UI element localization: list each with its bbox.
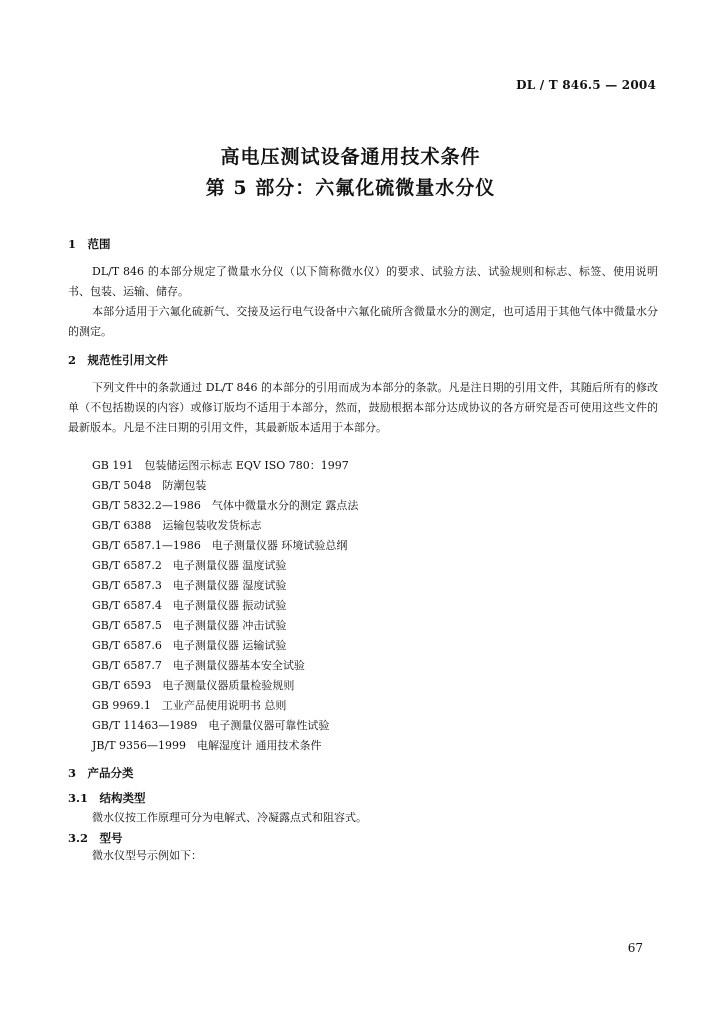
reference-item: GB/T 6587.1—1986 电子测量仪器 环境试验总纲 — [92, 539, 348, 552]
reference-item: GB/T 6587.3 电子测量仪器 湿度试验 — [92, 579, 287, 592]
reference-item: GB/T 5832.2—1986 气体中微量水分的测定 露点法 — [92, 499, 359, 512]
section-3-2-heading: 3.2 型号 — [68, 831, 123, 845]
reference-item: GB/T 6587.7 电子测量仪器基本安全试验 — [92, 659, 305, 672]
section-2-heading: 2 规范性引用文件 — [68, 353, 169, 367]
section-2-para: 下列文件中的条款通过 DL/T 846 的本部分的引用而成为本部分的条款。凡是注日期的引用文件，其随后所有的修改单（不包括勘误的内容）或修订版均不适用于本部分，然而，鼓励根据本部分达成协议的各方研究是否可使用这些文件的最新版本。凡是不注日期的引用文件，其最新版本适用于本部分。 — [68, 381, 658, 434]
section-3-2-text: 微水仪型号示例如下： — [92, 849, 202, 862]
reference-item: GB 191 包装储运图示标志 EQV ISO 780：1997 — [92, 459, 349, 472]
section-1-para-1: DL/T 846 的本部分规定了微量水分仪（以下简称微水仪）的要求、试验方法、试验规则和标志、标签、使用说明书、包装、运输、储存。 — [68, 265, 658, 298]
reference-item: GB/T 11463—1989 电子测量仪器可靠性试验 — [92, 719, 330, 732]
reference-item: JB/T 9356—1999 电解湿度计 通用技术条件 — [92, 739, 322, 752]
section-3-heading: 3 产品分类 — [68, 766, 134, 780]
reference-item: GB/T 6587.6 电子测量仪器 运输试验 — [92, 639, 287, 652]
section-3-1-heading: 3.1 结构类型 — [68, 791, 146, 805]
section-1-heading: 1 范围 — [68, 237, 111, 251]
section-3-1-text: 微水仪按工作原理可分为电解式、冷凝露点式和阻容式。 — [92, 811, 367, 824]
page-number: 67 — [627, 941, 643, 955]
reference-item: GB/T 6388 运输包装收发货标志 — [92, 519, 262, 532]
section-1-para-2: 本部分适用于六氟化硫新气、交接及运行电气设备中六氟化硫所含微量水分的测定，也可适用于其他气体中微量水分的测定。 — [68, 305, 658, 338]
reference-item: GB/T 5048 防潮包装 — [92, 479, 207, 492]
reference-item: GB/T 6593 电子测量仪器质量检验规则 — [92, 679, 295, 692]
reference-item: GB/T 6587.5 电子测量仪器 冲击试验 — [92, 619, 287, 632]
reference-item: GB/T 6587.4 电子测量仪器 振动试验 — [92, 599, 287, 612]
document-title: 高电压测试设备通用技术条件 — [220, 146, 481, 168]
standard-id: DL / T 846.5 — 2004 — [516, 78, 656, 92]
reference-item: GB/T 6587.2 电子测量仪器 温度试验 — [92, 559, 287, 572]
document-subtitle: 第 5 部分：六氟化硫微量水分仪 — [205, 177, 496, 199]
reference-item: GB 9969.1 工业产品使用说明书 总则 — [92, 699, 287, 712]
